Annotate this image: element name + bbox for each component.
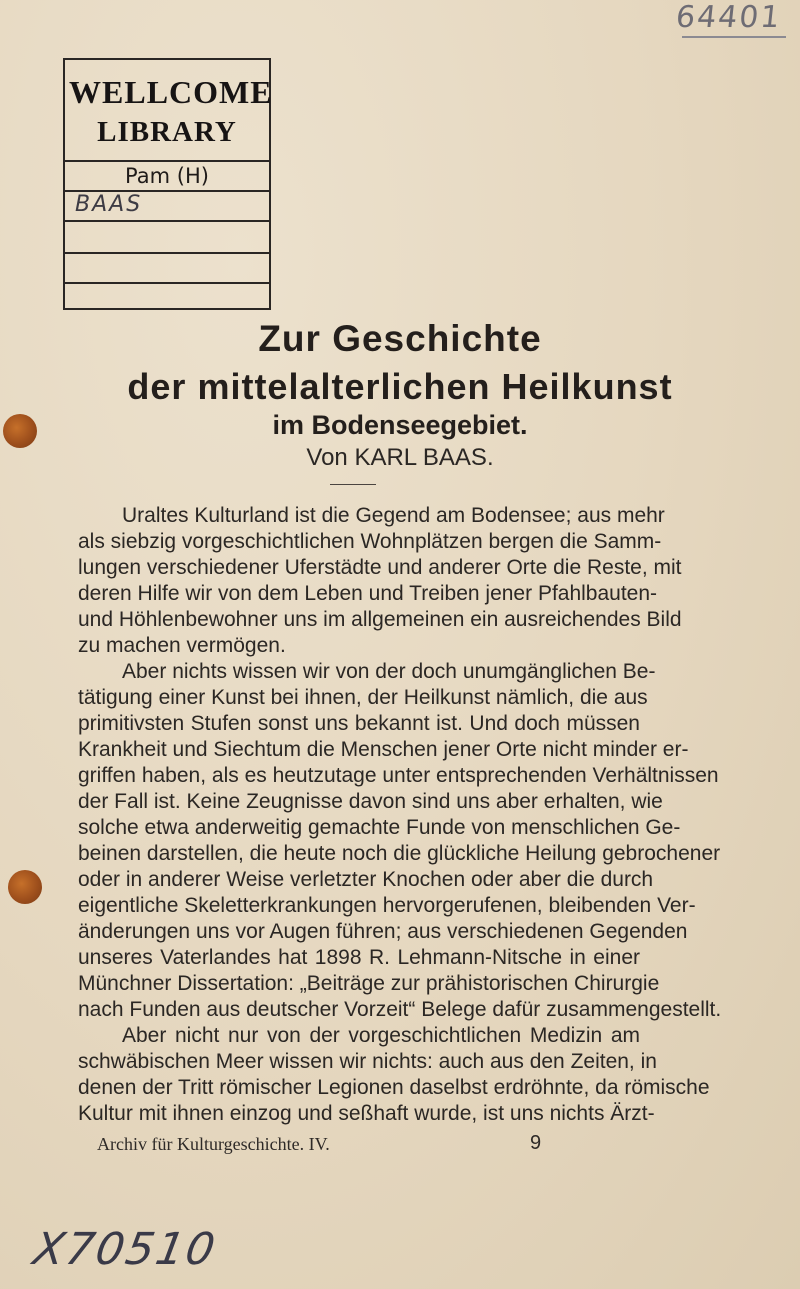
- library-stamp: [63, 58, 271, 310]
- body-line: eigentliche Skeletterkrankungen hervorgerufenen, bleibenden Ver-: [78, 894, 696, 917]
- accession-number: 64401: [674, 0, 784, 35]
- journal-footer: Archiv für Kulturgeschichte. IV.: [97, 1134, 330, 1154]
- signature-mark: 9: [530, 1132, 542, 1154]
- stamp-divider: [65, 160, 269, 162]
- stamp-shelf-mark: Pam (H): [125, 164, 209, 188]
- title-line-1: Zur Geschichte: [258, 318, 542, 359]
- body-line: und Höhlenbewohner uns im allgemeinen ein ausreichendes Bild: [78, 608, 682, 631]
- body-line: lungen verschiedener Uferstädte und anderer Orte die Reste, mit: [78, 556, 682, 579]
- stamp-line-2: LIBRARY: [97, 116, 237, 148]
- body-line: Kultur mit ihnen einzog und seßhaft wurde, ist uns nichts Ärzt-: [78, 1102, 655, 1125]
- stamp-handwritten-name: BAAS: [75, 192, 143, 217]
- body-line: unseres Vaterlandes hat 1898 R. Lehmann-Nitsche in einer: [78, 946, 640, 969]
- author-line: Von KARL BAAS.: [306, 444, 494, 471]
- punch-hole: [8, 870, 42, 904]
- body-line: zu machen vermögen.: [78, 634, 286, 657]
- body-line: tätigung einer Kunst bei ihnen, der Heilkunst nämlich, die aus: [78, 686, 648, 709]
- body-line: schwäbischen Meer wissen wir nichts: auch aus den Zeiten, in: [78, 1050, 657, 1073]
- body-line: primitivsten Stufen sonst uns bekannt ist. Und doch müssen: [78, 712, 640, 735]
- accession-underline: [682, 36, 786, 38]
- stamp-line-1: WELLCOME: [69, 74, 273, 110]
- body-line: als siebzig vorgeschichtlichen Wohnplätzen bergen die Samm-: [78, 530, 662, 553]
- body-line: griffen haben, als es heutzutage unter entsprechenden Verhältnissen: [78, 764, 719, 787]
- stamp-divider: [65, 220, 269, 222]
- body-line: Krankheit und Siechtum die Menschen jener Orte nicht minder er-: [78, 738, 689, 761]
- title-line-3: im Bodenseegebiet.: [272, 410, 528, 440]
- body-line: beinen darstellen, die heute noch die glückliche Heilung gebrochener: [78, 842, 721, 865]
- body-line: solche etwa anderweitig gemachte Funde von menschlichen Ge-: [78, 816, 681, 839]
- handwritten-number: X70510: [29, 1224, 221, 1275]
- title-rule: [330, 484, 376, 485]
- body-line: denen der Tritt römischer Legionen daselbst erdröhnte, da römische: [78, 1076, 710, 1099]
- body-line: Aber nicht nur von der vorgeschichtlichen Medizin am: [122, 1024, 640, 1047]
- body-line: Münchner Dissertation: „Beiträge zur prähistorischen Chirurgie: [78, 972, 660, 995]
- body-line: oder in anderer Weise verletzter Knochen oder aber die durch: [78, 868, 654, 891]
- stamp-divider: [65, 282, 269, 284]
- body-line: Uraltes Kulturland ist die Gegend am Bodensee; aus mehr: [122, 504, 665, 527]
- body-line: nach Funden aus deutscher Vorzeit“ Belege dafür zusammengestellt.: [78, 998, 722, 1021]
- body-line: Aber nichts wissen wir von der doch unumgänglichen Be-: [122, 660, 656, 683]
- body-line: deren Hilfe wir von dem Leben und Treiben jener Pfahlbauten-: [78, 582, 658, 605]
- title-line-2: der mittelalterlichen Heilkunst: [127, 366, 673, 407]
- body-line: änderungen uns vor Augen führen; aus verschiedenen Gegenden: [78, 920, 688, 943]
- body-line: der Fall ist. Keine Zeugnisse davon sind uns aber erhalten, wie: [78, 790, 663, 813]
- stamp-divider: [65, 252, 269, 254]
